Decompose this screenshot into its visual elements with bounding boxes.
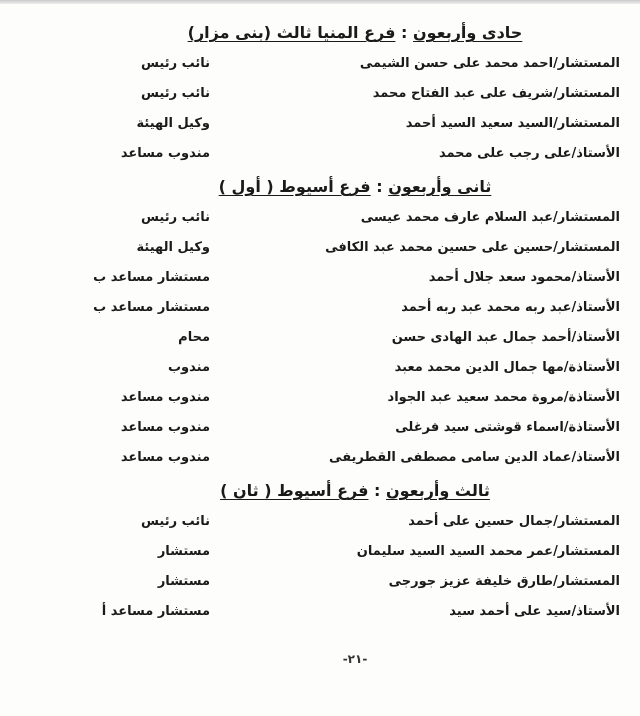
page-number: -٢١- xyxy=(342,652,368,666)
list-item xyxy=(90,416,620,440)
member-title: مستشار مساعد ب xyxy=(93,300,210,315)
member-name: المستشار/احمد محمد على حسن الشيمى xyxy=(359,56,620,71)
list-item xyxy=(90,446,620,470)
member-title: مستشار xyxy=(157,544,210,559)
scan-top-edge xyxy=(0,0,640,4)
member-title: مندوب xyxy=(167,360,210,375)
list-item xyxy=(90,52,620,76)
member-name: المستشار/شريف على عبد الفتاح محمد xyxy=(372,86,620,101)
member-name: المستشار/حسين على حسين محمد عبد الكافى xyxy=(325,240,620,255)
list-item xyxy=(90,510,620,534)
member-title: نائب رئيس xyxy=(141,56,210,71)
member-name: الأستاذ/سيد على أحمد سيد xyxy=(449,604,620,619)
member-title: وكيل الهيئة xyxy=(136,116,210,131)
heading-separator: : xyxy=(395,23,413,42)
member-name: المستشار/عبد السلام عارف محمد عيسى xyxy=(360,210,620,225)
list-item xyxy=(90,266,620,290)
section-heading-42 xyxy=(90,176,620,198)
member-title: مندوب مساعد xyxy=(120,146,210,161)
member-title: نائب رئيس xyxy=(141,514,210,529)
list-item xyxy=(90,112,620,136)
member-name: المستشار/عمر محمد السيد السيد سليمان xyxy=(356,544,620,559)
member-title: مستشار مساعد أ xyxy=(101,604,210,619)
member-name: المستشار/طارق خليفة عزيز جورجى xyxy=(388,574,620,589)
member-name: الأستاذة/مها جمال الدين محمد معبد xyxy=(394,360,620,375)
member-title: مستشار xyxy=(157,574,210,589)
list-item xyxy=(90,540,620,564)
member-title: محام xyxy=(178,330,210,345)
document-page xyxy=(90,8,620,708)
member-title: مندوب مساعد xyxy=(120,420,210,435)
list-item xyxy=(90,296,620,320)
member-name: الأستاذة/اسماء قوشتى سيد فرغلى xyxy=(395,420,620,435)
member-title: نائب رئيس xyxy=(141,86,210,101)
list-item xyxy=(90,570,620,594)
list-item xyxy=(90,386,620,410)
list-item xyxy=(90,82,620,106)
member-name: الأستاذ/عبد ربه محمد عبد ربه أحمد xyxy=(401,300,620,315)
member-name: الأستاذ/عماد الدين سامى مصطفى القطريفى xyxy=(329,450,620,465)
member-title: مندوب مساعد xyxy=(120,450,210,465)
member-title: مندوب مساعد xyxy=(120,390,210,405)
member-name: الأستاذة/مروة محمد سعيد عبد الجواد xyxy=(387,390,620,405)
list-item xyxy=(90,326,620,350)
section-heading-43 xyxy=(90,480,620,502)
list-item xyxy=(90,356,620,380)
list-item xyxy=(90,142,620,166)
heading-separator: : xyxy=(370,177,389,196)
member-title: وكيل الهيئة xyxy=(136,240,210,255)
section-ordinal: ثالث وأربعون xyxy=(385,481,490,500)
heading-separator: : xyxy=(368,481,386,500)
section-ordinal: ثانى وأربعون xyxy=(388,177,492,196)
list-item xyxy=(90,236,620,260)
section-branch: فرع أسيوط ( أول ) xyxy=(218,177,371,196)
member-name: المستشار/السيد سعيد السيد أحمد xyxy=(405,116,620,131)
section-branch: فرع المنيا ثالث (بنى مزار) xyxy=(187,23,396,42)
member-name: المستشار/جمال حسين على أحمد xyxy=(408,514,620,529)
section-ordinal: حادى وأربعون xyxy=(412,23,523,42)
list-item xyxy=(90,600,620,624)
member-title: مستشار مساعد ب xyxy=(93,270,210,285)
list-item xyxy=(90,206,620,230)
section-branch: فرع أسيوط ( ثان ) xyxy=(220,481,369,500)
section-heading-41 xyxy=(90,22,620,44)
member-name: الأستاذ/أحمد جمال عبد الهادى حسن xyxy=(391,330,620,345)
member-title: نائب رئيس xyxy=(141,210,210,225)
member-name: الأستاذ/على رجب على محمد xyxy=(438,146,620,161)
member-name: الأستاذ/محمود سعد جلال أحمد xyxy=(428,270,620,285)
